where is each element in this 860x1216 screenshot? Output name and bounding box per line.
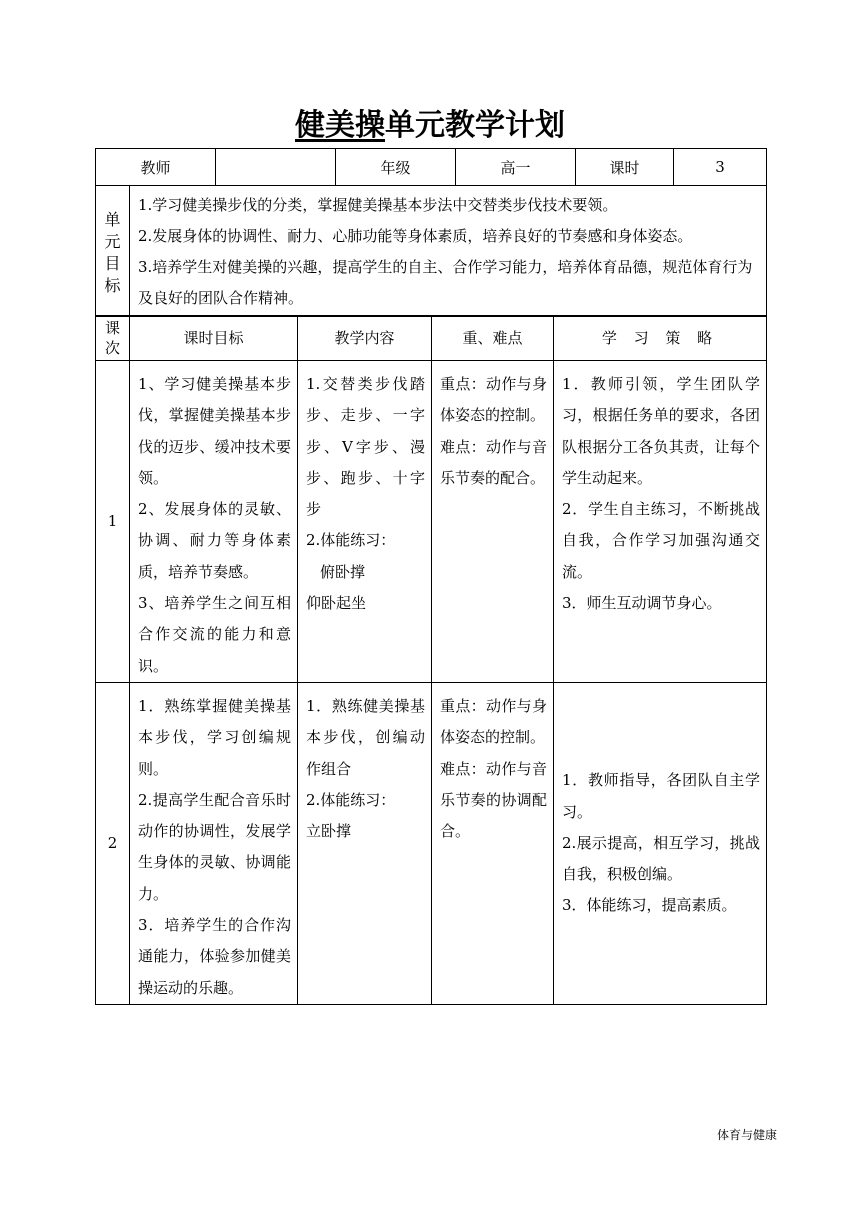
- hours-value: 3: [674, 149, 767, 186]
- lesson-number: 2: [96, 682, 130, 1004]
- goal-item: 3.培养学生对健美操的兴趣，提高学生的自主、合作学习能力，培养体育品德，规范体育行为及良好的团队合作精神。: [138, 258, 753, 307]
- header-content: 教学内容: [298, 316, 432, 361]
- header-objectives: 课时目标: [130, 316, 298, 361]
- header-strategy: 学 习 策 略: [554, 316, 767, 361]
- header-lesson-num: 课次: [96, 316, 130, 361]
- lesson-table: [95, 315, 767, 1005]
- info-row: [96, 149, 767, 186]
- goals-row: [96, 186, 767, 317]
- lesson-content: 1.交替类步伐踏步、走步、一字步、V字步、漫步、跑步、十字步 2.体能练习： 俯卧撑 仰卧起坐: [298, 361, 432, 683]
- goal-item: 2.发展身体的协调性、耐力、心肺功能等身体素质，培养良好的节奏感和身体姿态。: [138, 227, 693, 245]
- table-row: [96, 682, 767, 1004]
- lesson-objectives: 1．熟练掌握健美操基本步伐，学习创编规则。 2.提高学生配合音乐时动作的协调性，发展学生身体的灵敏、协调能力。 3．培养学生的合作沟通能力，体验参加健美操运动的乐趣。: [130, 682, 298, 1004]
- title-rest: 单元教学计划: [385, 108, 565, 143]
- grade-label: 年级: [336, 149, 456, 186]
- grade-value: 高一: [456, 149, 576, 186]
- lesson-keypoints: 重点：动作与身体姿态的控制。 难点：动作与音乐节奏的配合。: [432, 361, 554, 683]
- page-title: [0, 104, 860, 148]
- lesson-strategy: 1．教师指导，各团队自主学习。 2.展示提高，相互学习，挑战自我，积极创编。 3．体能练习，提高素质。: [554, 682, 767, 1004]
- lesson-table-header: [96, 316, 767, 361]
- lesson-content: 1．熟练健美操基本步伐，创编动作组合 2.体能练习： 立卧撑: [298, 682, 432, 1004]
- footer-subject: 体育与健康: [717, 1128, 778, 1142]
- unit-info-table: [95, 148, 767, 317]
- hours-label: 课时: [576, 149, 674, 186]
- lesson-number: 1: [96, 361, 130, 683]
- title-underlined: 健美操: [295, 108, 385, 143]
- teacher-value: [216, 149, 336, 186]
- goals-label: 单 元 目 标: [96, 186, 130, 317]
- unit-goals: [130, 186, 767, 317]
- table-row: [96, 361, 767, 683]
- lesson-strategy: 1．教师引领，学生团队学习，根据任务单的要求，各团队根据分工各负其责，让每个学生动起来。 2．学生自主练习，不断挑战自我，合作学习加强沟通交流。 3．师生互动调节身心。: [554, 361, 767, 683]
- header-keypoints: 重、难点: [432, 316, 554, 361]
- lesson-keypoints: 重点：动作与身体姿态的控制。 难点：动作与音乐节奏的协调配合。: [432, 682, 554, 1004]
- goal-item: 1.学习健美操步伐的分类，掌握健美操基本步法中交替类步伐技术要领。: [138, 196, 618, 214]
- lesson-objectives: 1、学习健美操基本步伐，掌握健美操基本步伐的迈步、缓冲技术要领。 2、发展身体的灵敏、协调、耐力等身体素质，培养节奏感。 3、培养学生之间互相合作交流的能力和意识。: [130, 361, 298, 683]
- teacher-label: 教师: [96, 149, 216, 186]
